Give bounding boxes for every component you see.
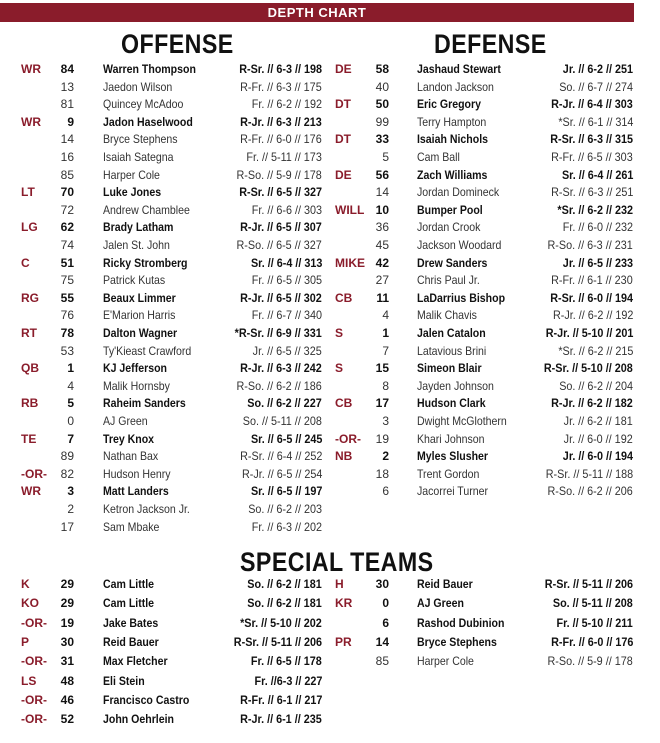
player-row [330, 431, 635, 448]
jersey-number: 50 [375, 97, 389, 112]
player-name: Eli Stein [103, 673, 145, 688]
player-details: Sr. // 6-4 // 261 [561, 167, 633, 182]
player-row [0, 448, 330, 465]
jersey-number: 89 [60, 449, 74, 464]
player-details: Fr. // 6-0 // 232 [562, 220, 633, 235]
position-label: K [21, 577, 30, 591]
player-details: So. // 6-2 // 203 [248, 502, 322, 516]
player-row [0, 692, 330, 709]
jersey-number: 7 [382, 343, 389, 358]
player-details: Jr. // 6-0 // 194 [562, 449, 633, 464]
player-name: AJ Green [103, 414, 148, 428]
player-name: Beaux Limmer [103, 290, 176, 305]
player-row [330, 184, 635, 201]
player-details: So. // 5-11 // 208 [242, 414, 322, 428]
player-details: R-Fr. // 6-0 // 176 [550, 634, 633, 649]
position-label: WR [21, 484, 41, 499]
player-row [0, 307, 330, 324]
player-row [330, 483, 635, 500]
player-row [330, 615, 635, 632]
position-label: DE [335, 62, 352, 76]
player-name: Matt Landers [103, 484, 169, 499]
player-name: Ricky Stromberg [103, 255, 188, 270]
player-row [330, 255, 635, 272]
player-row [0, 634, 330, 651]
player-row [330, 653, 635, 670]
player-name: Cam Little [103, 577, 155, 591]
player-details: Fr. // 6-5 // 305 [251, 273, 322, 288]
player-details: R-Sr. // 6-5 // 327 [239, 185, 322, 200]
player-row [330, 448, 635, 465]
jersey-number: 4 [67, 378, 74, 393]
player-details: Fr. // 6-7 // 340 [251, 308, 322, 323]
player-row [0, 325, 330, 342]
player-details: R-Fr. // 6-1 // 230 [551, 273, 633, 288]
player-row [330, 360, 635, 377]
jersey-number: 70 [60, 185, 74, 200]
position-label: RB [21, 396, 39, 411]
player-details: Fr. // 6-2 // 192 [251, 97, 322, 112]
player-details: Fr. // 6-6 // 303 [251, 202, 322, 217]
player-details: R-Fr. // 6-1 // 217 [239, 692, 322, 707]
player-row [330, 61, 635, 78]
player-name: Bumper Pool [417, 202, 483, 217]
player-row [0, 466, 330, 483]
player-name: Raheim Sanders [103, 396, 186, 411]
jersey-number: 30 [375, 577, 389, 591]
player-name: Khari Johnson [417, 431, 485, 446]
position-label: WR [21, 62, 41, 76]
player-details: Fr. // 6-3 // 202 [251, 519, 322, 534]
player-row [0, 61, 330, 78]
position-label: TE [21, 431, 37, 446]
jersey-number: 8 [382, 378, 389, 393]
player-row [0, 615, 330, 632]
player-details: R-Sr. // 5-10 // 208 [544, 361, 633, 376]
jersey-number: 14 [375, 634, 389, 649]
player-details: Fr. // 5-10 // 211 [556, 615, 633, 630]
player-name: KJ Jefferson [103, 361, 167, 376]
position-label: RG [21, 290, 39, 305]
jersey-number: 2 [67, 502, 74, 516]
position-label: RT [21, 326, 37, 340]
player-name: Patrick Kutas [103, 273, 166, 288]
player-row [330, 114, 635, 131]
jersey-number: 29 [60, 596, 74, 611]
jersey-number: 51 [60, 255, 74, 270]
position-label: DT [335, 97, 351, 112]
player-name: Jacorrei Turner [417, 484, 489, 499]
position-label: MIKE [335, 255, 365, 270]
player-details: R-Fr. // 6-0 // 176 [240, 132, 322, 147]
player-details: R-Jr. // 6-3 // 242 [240, 361, 322, 376]
player-row [0, 673, 330, 690]
player-row [0, 501, 330, 518]
player-name: Jalen Catalon [417, 326, 486, 340]
jersey-number: 6 [382, 484, 389, 499]
jersey-number: 3 [67, 484, 74, 499]
player-row [0, 219, 330, 236]
position-label: LT [21, 185, 35, 200]
position-label: CB [335, 290, 353, 305]
jersey-number: 99 [375, 114, 389, 129]
player-row [330, 202, 635, 219]
player-name: Drew Sanders [417, 255, 488, 270]
player-name: Warren Thompson [103, 62, 196, 76]
player-row [0, 595, 330, 612]
player-name: Jayden Johnson [417, 378, 494, 393]
defense-heading: DEFENSE [434, 29, 547, 59]
jersey-number: 45 [375, 238, 389, 252]
player-details: R-So. // 6-5 // 327 [236, 238, 322, 252]
player-name: Brady Latham [103, 220, 174, 235]
player-details: R-Jr. // 6-5 // 302 [240, 290, 322, 305]
player-details: R-So. // 6-2 // 186 [236, 378, 322, 393]
player-row [0, 576, 330, 593]
player-details: R-Sr. // 6-3 // 315 [550, 132, 633, 147]
jersey-number: 56 [375, 167, 389, 182]
jersey-number: 2 [382, 449, 389, 464]
player-name: Jake Bates [103, 615, 159, 630]
player-name: Rashod Dubinion [417, 615, 505, 630]
player-name: Terry Hampton [417, 114, 487, 129]
jersey-number: 84 [60, 62, 74, 76]
player-row [330, 378, 635, 395]
player-row [330, 466, 635, 483]
position-label: H [335, 577, 344, 591]
player-name: Jadon Haselwood [103, 114, 193, 129]
jersey-number: 5 [382, 150, 389, 164]
jersey-number: 85 [375, 654, 389, 669]
player-name: Harper Cole [417, 654, 474, 669]
player-row [330, 576, 635, 593]
player-row [0, 202, 330, 219]
player-name: John Oehrlein [103, 712, 175, 727]
position-label: DE [335, 167, 352, 182]
player-name: Dwight McGlothern [417, 414, 507, 428]
player-row [0, 711, 330, 728]
player-name: Landon Jackson [417, 79, 494, 94]
player-details: R-Sr. // 5-11 // 206 [544, 577, 633, 591]
player-details: R-Jr. // 6-1 // 235 [240, 712, 322, 727]
jersey-number: 9 [67, 114, 74, 129]
jersey-number: 72 [60, 202, 74, 217]
player-row [330, 96, 635, 113]
player-row [0, 483, 330, 500]
player-row [0, 378, 330, 395]
player-name: Ty'Kieast Crawford [103, 343, 192, 358]
jersey-number: 11 [376, 290, 389, 305]
player-details: Jr. // 6-2 // 181 [563, 414, 633, 428]
position-label: -OR- [21, 654, 47, 669]
jersey-number: 53 [60, 343, 74, 358]
jersey-number: 58 [375, 62, 389, 76]
position-label: WILL [335, 202, 365, 217]
player-details: So. // 6-2 // 181 [247, 596, 322, 611]
jersey-number: 18 [375, 466, 389, 481]
player-row [330, 343, 635, 360]
player-name: Jordan Crook [417, 220, 481, 235]
player-details: R-Jr. // 6-5 // 307 [240, 220, 322, 235]
player-details: R-So. // 5-9 // 178 [547, 654, 633, 669]
jersey-number: 40 [375, 79, 389, 94]
jersey-number: 15 [375, 361, 389, 376]
jersey-number: 1 [382, 326, 389, 340]
player-row [0, 272, 330, 289]
player-name: AJ Green [417, 596, 464, 611]
player-details: *Sr. // 6-1 // 314 [557, 114, 633, 129]
jersey-number: 6 [382, 615, 389, 630]
player-details: R-Fr. // 6-5 // 303 [551, 150, 633, 164]
player-name: Malik Hornsby [103, 378, 170, 393]
player-details: Sr. // 6-5 // 197 [250, 484, 322, 499]
jersey-number: 33 [375, 132, 389, 147]
player-details: Jr. // 6-2 // 251 [562, 62, 633, 76]
player-details: R-Sr. // 5-11 // 188 [545, 466, 633, 481]
jersey-number: 52 [60, 712, 74, 727]
player-details: So. // 5-11 // 208 [553, 596, 633, 611]
player-details: R-Fr. // 6-3 // 175 [240, 79, 322, 94]
jersey-number: 17 [375, 396, 389, 411]
player-name: Nathan Bax [103, 449, 159, 464]
player-row [0, 96, 330, 113]
player-details: R-Jr. // 6-3 // 213 [240, 114, 322, 129]
player-details: R-So. // 5-9 // 178 [236, 167, 322, 182]
position-label: NB [335, 449, 353, 464]
player-details: So. // 6-2 // 227 [247, 396, 322, 411]
player-details: Jr. // 6-5 // 233 [562, 255, 633, 270]
jersey-number: 3 [382, 414, 389, 428]
player-row [0, 519, 330, 536]
position-label: PR [335, 634, 352, 649]
jersey-number: 14 [60, 132, 74, 147]
position-label: CB [335, 396, 353, 411]
jersey-number: 10 [375, 202, 389, 217]
jersey-number: 46 [60, 692, 74, 707]
player-name: Reid Bauer [103, 634, 159, 649]
position-label: WR [21, 114, 41, 129]
player-row [0, 184, 330, 201]
player-row [0, 290, 330, 307]
player-name: LaDarrius Bishop [417, 290, 506, 305]
depth-chart-banner: DEPTH CHART [0, 3, 634, 22]
player-row [0, 255, 330, 272]
position-label: -OR- [21, 615, 47, 630]
jersey-number: 29 [60, 577, 74, 591]
player-name: Bryce Stephens [417, 634, 497, 649]
jersey-number: 19 [60, 615, 74, 630]
player-details: So. // 6-2 // 204 [559, 378, 633, 393]
player-row [0, 114, 330, 131]
player-name: Luke Jones [103, 185, 162, 200]
jersey-number: 85 [60, 167, 74, 182]
jersey-number: 1 [67, 361, 74, 376]
player-row [330, 307, 635, 324]
player-name: Cam Ball [417, 150, 460, 164]
position-label: KO [21, 596, 39, 611]
player-row [0, 79, 330, 96]
player-name: Isaiah Sategna [103, 150, 174, 164]
player-name: Ketron Jackson Jr. [103, 502, 190, 516]
player-row [330, 79, 635, 96]
position-label: DT [335, 132, 351, 147]
player-row [330, 131, 635, 148]
player-details: Fr. // 5-11 // 173 [246, 150, 322, 164]
jersey-number: 75 [60, 273, 74, 288]
jersey-number: 36 [375, 220, 389, 235]
jersey-number: 42 [375, 255, 389, 270]
player-name: Zach Williams [417, 167, 488, 182]
player-row [0, 167, 330, 184]
player-name: E'Marion Harris [103, 308, 176, 323]
player-details: Sr. // 6-5 // 245 [250, 431, 322, 446]
player-details: *Sr. // 5-10 // 202 [240, 615, 322, 630]
jersey-number: 17 [60, 519, 74, 534]
jersey-number: 0 [67, 414, 74, 428]
jersey-number: 16 [60, 150, 74, 164]
jersey-number: 48 [60, 673, 74, 688]
player-details: Sr. // 6-4 // 313 [250, 255, 322, 270]
player-name: Andrew Chamblee [103, 202, 190, 217]
player-name: Hudson Henry [103, 466, 171, 481]
player-details: *R-Sr. // 6-9 // 331 [234, 326, 322, 340]
player-name: Latavious Brini [417, 343, 487, 358]
position-label: -OR- [21, 466, 47, 481]
player-details: R-Sr. // 6-3 // 251 [550, 185, 633, 200]
player-row [330, 167, 635, 184]
player-name: Sam Mbake [103, 519, 160, 534]
player-name: Francisco Castro [103, 692, 190, 707]
player-details: R-Jr. // 6-4 // 303 [551, 97, 633, 112]
player-details: So. // 6-2 // 181 [247, 577, 322, 591]
jersey-number: 76 [60, 308, 74, 323]
player-details: R-Jr. // 6-2 // 192 [552, 308, 633, 323]
jersey-number: 4 [382, 308, 389, 323]
player-row [330, 237, 635, 254]
player-details: R-Jr. // 5-10 // 201 [545, 326, 633, 340]
jersey-number: 55 [60, 290, 74, 305]
player-name: Jaedon Wilson [103, 79, 173, 94]
player-row [0, 395, 330, 412]
jersey-number: 7 [67, 431, 74, 446]
player-row [330, 219, 635, 236]
player-details: R-Sr. // 6-0 // 194 [550, 290, 633, 305]
player-name: Malik Chavis [417, 308, 477, 323]
position-label: P [21, 634, 30, 649]
position-label: KR [335, 596, 353, 611]
player-details: R-Sr. // 6-3 // 198 [239, 62, 322, 76]
position-label: C [21, 255, 30, 270]
player-row [330, 149, 635, 166]
jersey-number: 74 [60, 238, 74, 252]
player-details: R-So. // 6-3 // 231 [547, 238, 633, 252]
player-row [330, 325, 635, 342]
player-name: Jordan Domineck [417, 185, 500, 200]
jersey-number: 30 [60, 634, 74, 649]
player-row [330, 634, 635, 651]
player-name: Eric Gregory [417, 97, 481, 112]
player-row [0, 431, 330, 448]
player-name: Reid Bauer [417, 577, 473, 591]
player-name: Myles Slusher [417, 449, 489, 464]
player-details: Fr. // 6-5 // 178 [251, 654, 322, 669]
player-name: Isaiah Nichols [417, 132, 489, 147]
jersey-number: 62 [60, 220, 74, 235]
player-name: Max Fletcher [103, 654, 168, 669]
position-label: QB [21, 361, 39, 376]
jersey-number: 31 [60, 654, 74, 669]
player-row [330, 413, 635, 430]
player-name: Jashaud Stewart [417, 62, 501, 76]
player-details: R-Sr. // 6-4 // 252 [239, 449, 322, 464]
player-details: *Sr. // 6-2 // 232 [557, 202, 633, 217]
player-row [0, 149, 330, 166]
player-name: Harper Cole [103, 167, 160, 182]
player-details: R-Sr. // 5-11 // 206 [233, 634, 322, 649]
player-name: Trey Knox [103, 431, 155, 446]
player-name: Bryce Stephens [103, 132, 178, 147]
player-details: R-Jr. // 6-5 // 254 [241, 466, 322, 481]
player-details: R-So. // 6-2 // 206 [547, 484, 633, 499]
player-name: Cam Little [103, 596, 155, 611]
player-row [0, 237, 330, 254]
jersey-number: 27 [375, 273, 389, 288]
player-row [0, 343, 330, 360]
player-row [0, 653, 330, 670]
player-name: Jalen St. John [103, 238, 170, 252]
player-details: Jr. // 6-0 // 192 [563, 431, 633, 446]
player-row [330, 595, 635, 612]
jersey-number: 81 [60, 97, 74, 112]
player-row [0, 360, 330, 377]
position-label: LG [21, 220, 38, 235]
jersey-number: 5 [67, 396, 74, 411]
position-label: S [335, 326, 344, 340]
player-details: *Sr. // 6-2 // 215 [557, 343, 633, 358]
player-name: Dalton Wagner [103, 326, 178, 340]
player-row [330, 395, 635, 412]
player-name: Chris Paul Jr. [417, 273, 480, 288]
player-details: R-Jr. // 6-2 // 182 [551, 396, 633, 411]
player-name: Jackson Woodard [417, 238, 502, 252]
jersey-number: 19 [375, 431, 389, 446]
jersey-number: 0 [382, 596, 389, 611]
position-label: -OR- [21, 692, 47, 707]
position-label: LS [21, 673, 37, 688]
player-name: Hudson Clark [417, 396, 486, 411]
player-name: Trent Gordon [417, 466, 480, 481]
jersey-number: 78 [60, 326, 74, 340]
position-label: -OR- [21, 712, 47, 727]
jersey-number: 82 [60, 466, 74, 481]
position-label: -OR- [335, 431, 361, 446]
player-name: Quincey McAdoo [103, 97, 184, 112]
player-row [0, 131, 330, 148]
player-details: So. // 6-7 // 274 [559, 79, 633, 94]
position-label: S [335, 361, 344, 376]
player-row [330, 272, 635, 289]
player-details: Jr. // 6-5 // 325 [252, 343, 322, 358]
special-teams-heading: SPECIAL TEAMS [240, 547, 434, 577]
player-name: Simeon Blair [417, 361, 482, 376]
jersey-number: 14 [375, 185, 389, 200]
player-details: Fr. //6-3 // 227 [254, 673, 322, 688]
offense-heading: OFFENSE [121, 29, 234, 59]
player-row [0, 413, 330, 430]
jersey-number: 13 [60, 79, 74, 94]
player-row [330, 290, 635, 307]
